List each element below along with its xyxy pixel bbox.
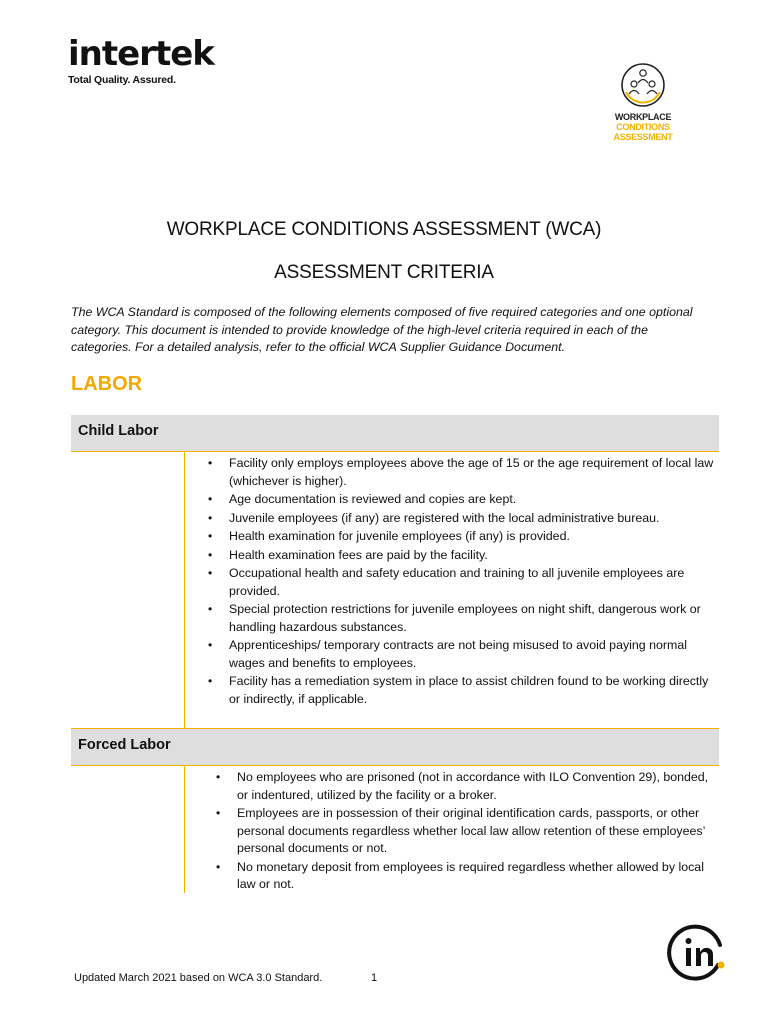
wca-badge <box>608 62 678 142</box>
list-item: • Apprenticeships/ temporary contracts are not being misused to avoid paying normal wages and benefits to employees. <box>202 637 714 672</box>
list-item: • Facility only employs employees above the age of 15 or the age requirement of local law (whichever is higher). <box>202 455 714 490</box>
column-divider <box>184 766 185 893</box>
list-item: • Health examination fees are paid by the facility. <box>202 547 714 565</box>
brand-wordmark: intertek <box>68 34 214 74</box>
category-title: Child Labor <box>78 423 159 439</box>
intro-paragraph: The WCA Standard is composed of the following elements composed of five required categories and one optional category. This document is intended to provide knowledge of the high-level criteria required in each of the categories. For a detailed analysis, refer to the official WCA Supplier Guidance Document. <box>71 305 693 354</box>
badge-line-1: WORKPLACE <box>614 112 672 122</box>
section-heading-labor: LABOR <box>71 373 143 395</box>
people-circle-icon <box>620 62 666 108</box>
list-item: • Special protection restrictions for juvenile employees on night shift, dangerous work or handling hazardous substances. <box>202 601 714 636</box>
list-item: • Juvenile employees (if any) are registered with the local administrative bureau. <box>202 510 714 528</box>
list-item: • Facility has a remediation system in place to assist children found to be working directly or indirectly, if applicable. <box>202 673 714 708</box>
intertek-logo <box>68 36 214 86</box>
brand-tagline: Total Quality. Assured. <box>68 74 176 86</box>
list-item: • Health examination for juvenile employees (if any) is provided. <box>202 528 714 546</box>
column-divider <box>184 452 185 728</box>
category-title: Forced Labor <box>78 737 171 753</box>
intertek-in-icon <box>666 921 730 985</box>
list-item: • Employees are in possession of their original identification cards, passports, or other personal documents regardless whether local law allow retention of these employees’ personal documents or not. <box>210 805 716 858</box>
category-header-child-labor <box>71 415 719 452</box>
footer-note: Updated March 2021 based on WCA 3.0 Standard. <box>74 972 323 984</box>
list-item: • Age documentation is reviewed and copies are kept. <box>202 491 714 509</box>
document-subtitle: ASSESSMENT CRITERIA <box>274 262 494 283</box>
list-item: • Occupational health and safety education and training to all juvenile employees are provided. <box>202 565 714 600</box>
child-labor-criteria-list <box>202 455 714 709</box>
document-title: WORKPLACE CONDITIONS ASSESSMENT (WCA) <box>166 219 602 240</box>
list-item: • No monetary deposit from employees is required regardless whether allowed by local law or not. <box>210 859 716 894</box>
forced-labor-criteria-list <box>210 769 716 895</box>
badge-line-3: ASSESSMENT <box>613 132 673 142</box>
category-header-forced-labor <box>71 729 719 766</box>
list-item: • No employees who are prisoned (not in accordance with ILO Convention 29), bonded, or indentured, utilized by the facility or a broker. <box>210 769 716 804</box>
badge-line-2: CONDITIONS <box>616 122 670 132</box>
page-number: 1 <box>371 972 378 984</box>
